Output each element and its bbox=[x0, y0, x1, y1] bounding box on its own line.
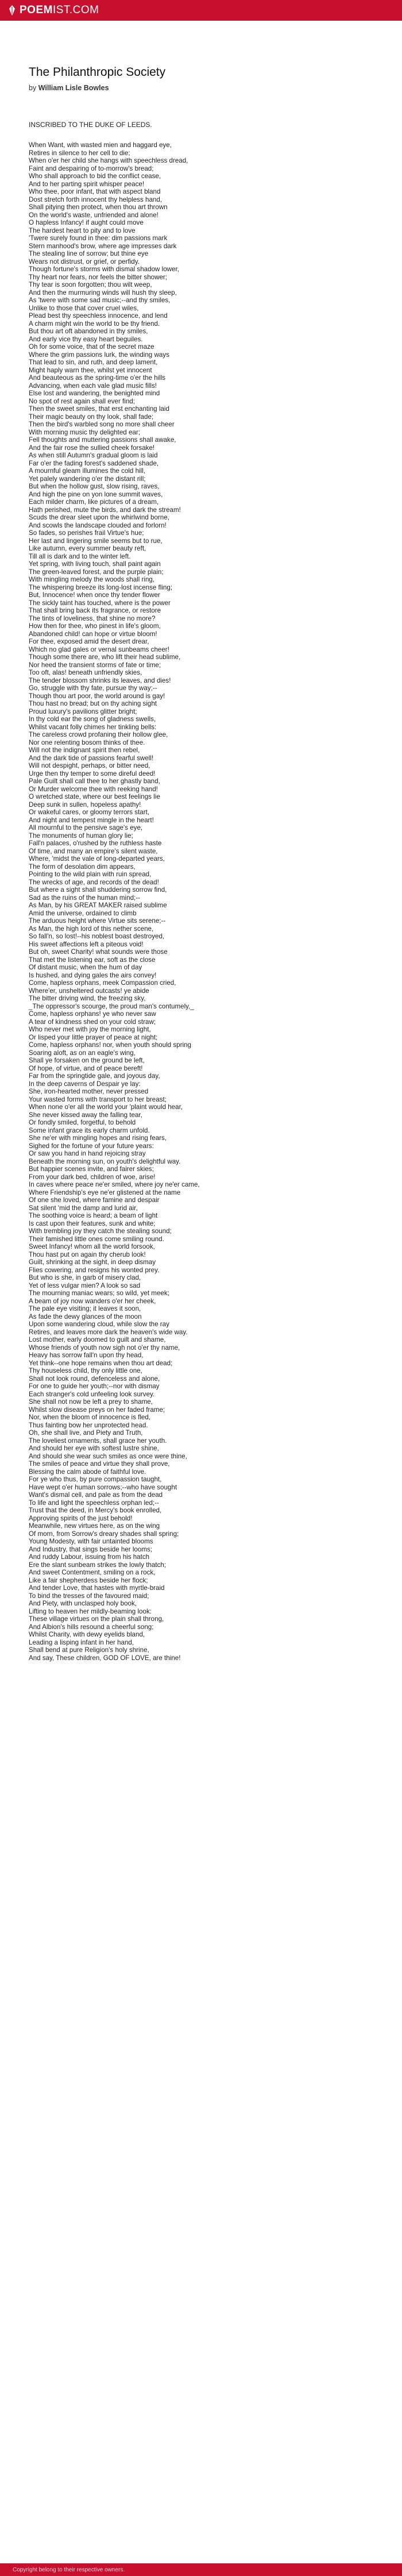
poem-line: Far o'er the fading forest's saddened shade, bbox=[29, 459, 159, 467]
poem-line: On the world's waste, unfriended and alone! bbox=[29, 211, 159, 219]
poem-line: She ne'er with mingling hopes and rising fears, bbox=[29, 1134, 167, 1142]
poem-line: Come, hapless orphans! nor, when youth should spring bbox=[29, 1041, 191, 1049]
poem-line: Thy heart nor fears, nor feels the bitter shower; bbox=[29, 273, 168, 281]
poem-line: Sighed for the fortune of your future years: bbox=[29, 1142, 154, 1150]
poem-line: But, Innocence! when once thy tender flower bbox=[29, 591, 160, 599]
byline bbox=[29, 84, 379, 92]
poem-line: And to her parting spirit whisper peace! bbox=[29, 180, 145, 188]
poem-line: The tender blossom shrinks its leaves, and dies! bbox=[29, 676, 171, 684]
poem-line: Beneath the morning sun, on youth's delightful way. bbox=[29, 1157, 181, 1165]
poem-line: Each stranger's cold unfeeling look survey. bbox=[29, 1390, 155, 1398]
poem-line: Fall'n palaces, o'rushed by the ruthless haste bbox=[29, 840, 162, 847]
poem-line: His sweet affections left a piteous void! bbox=[29, 940, 144, 948]
poem-line: Proud luxury's pavilions glitter bright; bbox=[29, 707, 137, 715]
poem-line: When none o'er all the world your 'plaint would hear, bbox=[29, 1103, 183, 1111]
poem-line: The sickly taint has touched, where is the power bbox=[29, 599, 171, 607]
poem-line: Though some there are, who lift their head sublime, bbox=[29, 653, 181, 661]
poem-line: And Piety, with unclasped holy book, bbox=[29, 1600, 137, 1607]
poem-line: The wrecks of age, and records of the dead! bbox=[29, 878, 159, 886]
poem-line: Nor, when the bloom of innocence is fled, bbox=[29, 1414, 151, 1421]
poem-line: Shall not look round, defenceless and alone, bbox=[29, 1374, 160, 1383]
poem-line: Heavy has sorrow fall'n upon thy head, bbox=[29, 1351, 144, 1359]
poem-line: Then the sweet smiles, that erst enchanting laid bbox=[29, 405, 169, 413]
poem-line: Their magic beauty on thy look, shall fade; bbox=[29, 413, 154, 421]
poem-line: Which no glad gales or vernal sunbeams cheer! bbox=[29, 645, 169, 653]
poem-line: Or saw you hand in hand rejoicing stray bbox=[29, 1150, 146, 1157]
poem-line: Who never met with joy the morning light, bbox=[29, 1026, 151, 1033]
poem-line: Guilt, shrinking at the sight, in deep dismay bbox=[29, 1258, 156, 1266]
logo-bold: POEM bbox=[20, 4, 53, 16]
poem-line: Who shall approach to bid the conflict cease, bbox=[29, 172, 161, 180]
poem-line: In thy cold ear the song of gladness swells, bbox=[29, 715, 156, 723]
poem-line: Whilst vacant folly chimes her tinkling bells: bbox=[29, 723, 157, 731]
poem-line: Will not despight, perhaps, or bitter need, bbox=[29, 762, 150, 769]
poem-line: Will not the indignant spirit then rebel, bbox=[29, 746, 140, 754]
poem-line: The hardest heart to pity and to love bbox=[29, 226, 136, 234]
poem-line: When Want, with wasted mien and haggard eye, bbox=[29, 141, 172, 149]
poem-line: That met the listening ear, soft as the close bbox=[29, 956, 156, 964]
poem-line: Trust that the deed, in Mercy's book enrolled, bbox=[29, 1507, 162, 1514]
poem-line: Whilst Charity, with dewy eyelids bland, bbox=[29, 1631, 145, 1638]
poem-line: A tear of kindness shed on your cold straw; bbox=[29, 1018, 156, 1026]
poem-line: And scowls the landscape clouded and forlorn! bbox=[29, 521, 167, 529]
poem-line: And should her eye with softest lustre shine, bbox=[29, 1445, 159, 1452]
poem-line: Go, struggle with thy fate, pursue thy way;-- bbox=[29, 684, 157, 692]
poem-line: For thee, exposed amid the desert drear, bbox=[29, 638, 149, 645]
poem-line: Thy tear is soon forgotten; thou wilt weep, bbox=[29, 281, 152, 288]
poem-line: Approving spirits of the just behold! bbox=[29, 1514, 133, 1522]
poem-line: As Man, by his GREAT MAKER raised sublime bbox=[29, 902, 167, 909]
copyright-text: Copyright belong to their respective owners. bbox=[13, 2566, 125, 2573]
logo-wordmark bbox=[20, 4, 99, 17]
poem-line: Of one she loved, where famine and despair bbox=[29, 1196, 160, 1204]
poem-line: The monuments of human glory lie; bbox=[29, 831, 133, 840]
poem-line: Lost mother, early doomed to guilt and shame, bbox=[29, 1336, 166, 1343]
poem-line: _The oppressor's scourge, the proud man's contumely,_ bbox=[29, 1002, 194, 1010]
poem-line: Each milder charm, like pictures of a dream, bbox=[29, 498, 159, 506]
poem-line: The careless crowd profaning their hollow glee, bbox=[29, 731, 168, 738]
poem-line: Pale Guilt shall call thee to her ghastly band, bbox=[29, 777, 160, 785]
poem-line: A mournful gleam illumines the cold hill, bbox=[29, 467, 145, 475]
poem-line: Come, hapless orphans, meek Compassion cried, bbox=[29, 979, 176, 987]
poem-line: Dost stretch forth innocent thy helpless hand, bbox=[29, 195, 163, 203]
poem-line: The green-leaved forest, and the purple plain; bbox=[29, 568, 164, 576]
poem-line: No spot of rest again shall ever find; bbox=[29, 397, 135, 405]
poem-line: She never kissed away the falling tear, bbox=[29, 1111, 142, 1119]
poem-line: The smiles of peace and virtue they shall prove, bbox=[29, 1460, 170, 1468]
poem-line: Come, hapless orphans! ye who never saw bbox=[29, 1010, 156, 1018]
poem-line: Where'er, unsheltered outcasts! ye abide bbox=[29, 987, 149, 995]
poem-line: Whose friends of youth now sigh not o'er thy name, bbox=[29, 1343, 180, 1351]
poem-line: And high the pine on yon lone summit waves, bbox=[29, 490, 163, 498]
poem-line: Is hushed, and dying gales the airs convey! bbox=[29, 971, 157, 979]
poem-line: But where a sight shall shuddering sorrow find, bbox=[29, 886, 167, 894]
poem-line: All mournful to the pensive sage's eye, bbox=[29, 824, 143, 831]
poem-line: Ere the slant sunbeam strikes the lowly thatch; bbox=[29, 1561, 167, 1569]
poem-line: Nor one relenting bosom thinks of thee. bbox=[29, 738, 145, 746]
poem-line: Yet think--one hope remains when thou art dead; bbox=[29, 1359, 173, 1367]
poem-line: Thou hast no bread; but on thy aching sight bbox=[29, 700, 157, 707]
poem-line: The pale eye visiting; it leaves it soon, bbox=[29, 1305, 141, 1312]
poem-line: Unlike to those that cover cruel wiles, bbox=[29, 304, 139, 312]
poem-line: As when still Autumn's gradual gloom is laid bbox=[29, 452, 158, 459]
poem-line: And say, These children, GOD OF LOVE, are thine! bbox=[29, 1654, 181, 1662]
poem-line: Their famished little ones come smiling round. bbox=[29, 1235, 164, 1243]
poem-line: Sad as the ruins of the human mind;-- bbox=[29, 894, 140, 902]
poem-line: Or lisped your little prayer of peace at night; bbox=[29, 1033, 158, 1041]
poem-line: Like a fair shepherdess beside her flock; bbox=[29, 1576, 148, 1584]
poem-line: Or wakeful cares, or gloomy terrors start, bbox=[29, 808, 150, 816]
quill-icon bbox=[8, 5, 16, 16]
poem-line: So fall'n, so lost!--his noblest boast destroyed, bbox=[29, 933, 165, 940]
poem-line: Leading a lisping infant in her hand, bbox=[29, 1638, 134, 1646]
poem-content bbox=[0, 21, 402, 1662]
poem-line: Plead best thy speechless innocence, and lend bbox=[29, 312, 168, 319]
poem-line: Stern manhood's brow, where age impresses dark bbox=[29, 242, 177, 250]
site-logo[interactable] bbox=[8, 4, 99, 17]
poem-line: Of morn, from Sorrow's dreary shades shall spring; bbox=[29, 1530, 179, 1538]
poem-line: With trembling joy they catch the stealing sound; bbox=[29, 1227, 172, 1235]
poem-line: Wears not distrust, or grief, or perfidy. bbox=[29, 257, 140, 265]
poem-line: Have wept o'er human sorrows;--who have sought bbox=[29, 1483, 177, 1491]
poem-line: Urge then thy temper to some direful deed! bbox=[29, 769, 156, 777]
poem-line: Meanwhile, new virtues here, as on the wing bbox=[29, 1522, 160, 1530]
poem-line: But oh, sweet Charity! what sounds were those bbox=[29, 948, 168, 956]
poem-line: The whispering breeze its long-lost incense fling; bbox=[29, 583, 173, 591]
poem-line: Shall bend at pure Religion's holy shrine, bbox=[29, 1646, 149, 1654]
poem-line: Of distant music, when the hum of day bbox=[29, 964, 142, 971]
poem-line: And night and tempest mingle in the heart! bbox=[29, 816, 154, 824]
poem-line: And early vice thy easy heart beguiles. bbox=[29, 335, 143, 343]
poem-line: Who thee, poor infant, that with aspect bland bbox=[29, 188, 161, 195]
poem-line: Retires in silence to her cell to die; bbox=[29, 149, 130, 157]
poem-line: Upon some wandering cloud, while slow the ray bbox=[29, 1320, 169, 1328]
poem-line: Retires, and leaves more dark the heaven's wide way. bbox=[29, 1328, 188, 1336]
poem-line: To bind the tresses of the favoured maid; bbox=[29, 1592, 149, 1600]
poem-line: Oh for some voice, that of the secret maze bbox=[29, 343, 154, 351]
poem-line: Some infant grace its early charm unfold. bbox=[29, 1126, 150, 1134]
poem-line: Or Murder welcome thee with reeking hand! bbox=[29, 785, 158, 793]
poem-line: For ye who thus, by pure compassion taught, bbox=[29, 1476, 162, 1483]
poem-line: With mingling melody the woods shall ring, bbox=[29, 576, 155, 583]
poem-line: For one to guide her youth;--nor with dismay bbox=[29, 1383, 160, 1390]
poem-line: Where the grim passions lurk, the winding ways bbox=[29, 351, 169, 359]
poem-line: Soaring aloft, as on an eagle's wing, bbox=[29, 1049, 136, 1057]
poem-line: Amid the universe, ordained to climb bbox=[29, 909, 137, 917]
poem-line: Though fortune's storms with dismal shadow lower, bbox=[29, 265, 179, 273]
poem-line: With morning music thy delighted ear; bbox=[29, 428, 140, 436]
poem-line: But when the hollow gust, slow rising, raves, bbox=[29, 483, 160, 490]
poem-line: As 'twere with some sad music;--and thy smiles, bbox=[29, 297, 171, 304]
poem-line: O wretched state, where our best feelings lie bbox=[29, 793, 160, 800]
poem-line: Flies cowering, and resigns his wonted prey. bbox=[29, 1266, 160, 1274]
poem-line: These village virtues on the plain shall throng, bbox=[29, 1615, 164, 1623]
poem-line: Thy houseless child, thy only little one, bbox=[29, 1367, 142, 1374]
logo-thin: IST.COM bbox=[52, 4, 99, 16]
poem-line: But happier scenes invite, and fairer skies; bbox=[29, 1165, 154, 1173]
poem-line: And ruddy Labour, issuing from his hatch bbox=[29, 1553, 150, 1561]
poem-line: When o'er her child she hangs with speechless dread, bbox=[29, 157, 188, 164]
poem-line: Though thou art poor, the world around is gay! bbox=[29, 692, 165, 700]
poem-line: Where, 'midst the vale of long-departed years, bbox=[29, 855, 165, 862]
poem-line: She shall not now be left a prey to shame, bbox=[29, 1398, 153, 1406]
poem-line: Then the bird's warbled song no more shall cheer bbox=[29, 421, 175, 428]
poem-line: Her last and lingering smile seems but to rue, bbox=[29, 537, 163, 545]
poem-line: The soothing voice is heard; a beam of light bbox=[29, 1212, 158, 1219]
poem-line: A beam of joy now wanders o'er her cheek, bbox=[29, 1297, 156, 1305]
poem-line: Lifting to heaven her mildly-beaming look: bbox=[29, 1607, 152, 1615]
poem-line: Shall ye forsaken on the ground be left, bbox=[29, 1057, 145, 1064]
poem-line: Thou hast put on again thy cherub look! bbox=[29, 1250, 146, 1258]
poem-line: Advancing, when each vale glad music fills! bbox=[29, 382, 157, 390]
poem-line: That lead to sin, and ruth, and deep lament, bbox=[29, 359, 158, 366]
poem-line: The bitter driving wind, the freezing sky, bbox=[29, 995, 146, 1002]
poem-line: Shall pitying then protect, when thou art thrown bbox=[29, 203, 168, 211]
poem-line: Sweet Infancy! whom all the world forsook, bbox=[29, 1243, 155, 1250]
poem-line: Your wasted forms with transport to her breast; bbox=[29, 1095, 167, 1103]
poem-line: Oh, she shall live, and Piety and Truth, bbox=[29, 1429, 143, 1437]
site-header bbox=[0, 0, 402, 21]
poem-line: Far from the springtide gale, and joyous day, bbox=[29, 1072, 160, 1080]
poem-line: And then the murmuring winds will hush thy sleep, bbox=[29, 288, 177, 297]
poem-line: And should she wear such smiles as once were thine, bbox=[29, 1452, 187, 1460]
poem-line: Fell thoughts and muttering passions shall awake, bbox=[29, 436, 176, 444]
poem-line: And Albion's hills resound a cheerful song; bbox=[29, 1623, 154, 1631]
poem-line: Nor heed the transient storms of fate or time; bbox=[29, 661, 161, 669]
poem-line: Yet palely wandering o'er the distant rill; bbox=[29, 475, 146, 483]
site-footer bbox=[0, 2563, 402, 2576]
poem-line: But who is she, in garb of misery clad, bbox=[29, 1274, 141, 1281]
poem-line: Too oft, alas! beneath unfriendly skies, bbox=[29, 669, 142, 676]
poem-line: Want's dismal cell, and pale as from the dead bbox=[29, 1491, 163, 1499]
poem-line: Pointing to the wild plain with ruin spread, bbox=[29, 871, 152, 878]
poem-line: The arduous height where Virtue sits serene;-- bbox=[29, 917, 166, 925]
poem-line: Sat silent 'mid the damp and lurid air, bbox=[29, 1204, 138, 1212]
poem-line: And sweet Contentment, smiling on a rock, bbox=[29, 1569, 156, 1576]
poem-line: Abandoned child! can hope or virtue bloom! bbox=[29, 630, 157, 638]
author-link[interactable]: William Lisle Bowles bbox=[38, 84, 109, 92]
poem-line: Blessing the calm abode of faithful love. bbox=[29, 1468, 146, 1476]
poem-line: Of hope, of virtue, and of peace bereft! bbox=[29, 1064, 143, 1072]
poem-title: The Philanthropic Society bbox=[29, 66, 166, 79]
poem-line: A charm might win the world to be thy friend. bbox=[29, 319, 160, 328]
poem-line: But thou art oft abandoned in thy smiles, bbox=[29, 328, 148, 335]
poem-line: And beauteous as the spring-time o'er the hills bbox=[29, 374, 166, 382]
poem-line: Of time, and many an empire's silent waste, bbox=[29, 847, 158, 855]
poem-line: As Man, the high lord of this nether scene, bbox=[29, 925, 154, 933]
poem-line: The form of desolation dim appears, bbox=[29, 862, 136, 871]
poem-line: Young Modesty, with fair untainted blooms bbox=[29, 1538, 153, 1545]
poem-line: As fade the dewy glances of the moon bbox=[29, 1312, 142, 1320]
poem-line: Else lost and wandering, the benighted mind bbox=[29, 390, 160, 397]
poem-line: From your dark bed, children of woe, arise! bbox=[29, 1173, 156, 1181]
poem-line: Yet of less vulgar mien? A look so sad bbox=[29, 1281, 141, 1289]
poem-line: O hapless Infancy! if aught could move bbox=[29, 219, 144, 226]
poem-line: 'Twere surely found in thee: dim passions mark bbox=[29, 234, 168, 242]
poem-line: How then for thee, who pinest in life's gloom, bbox=[29, 622, 161, 630]
byline-prefix: by bbox=[29, 84, 37, 92]
poem-line: She, iron-hearted mother, never pressed bbox=[29, 1088, 149, 1095]
poem-line: Where Friendship's eye ne'er glistened at the name bbox=[29, 1188, 181, 1196]
poem-line: Hath perished, mute the birds, and dark the stream! bbox=[29, 506, 181, 514]
poem-line: And tender Love, that hastes with myrtle-braid bbox=[29, 1584, 165, 1592]
poem-line: The stealing line of sorrow; but thine eye bbox=[29, 250, 149, 257]
poem-line: That shall bring back its fragrance, or restore bbox=[29, 607, 161, 614]
poem-line: Thus fainting bow her unprotected head. bbox=[29, 1421, 148, 1429]
poem-line: Faint and despairing of to-morrow's bread; bbox=[29, 164, 154, 172]
poem-line: The mourning maniac wears; so wild, yet meek; bbox=[29, 1289, 169, 1297]
poem-line: Yet spring, with living touch, shall paint again bbox=[29, 560, 161, 568]
poem-line: In the deep caverns of Despair ye lay: bbox=[29, 1080, 141, 1088]
dedication: INSCRIBED TO THE DUKE OF LEEDS. bbox=[29, 121, 152, 129]
poem-line: To life and light the speechless orphan led;-- bbox=[29, 1499, 159, 1507]
poem-line: Might haply warn thee, whilst yet innocent bbox=[29, 366, 152, 374]
poem-line: The loveliest ornaments, shall grace her youth. bbox=[29, 1437, 167, 1445]
poem-line: The tints of loveliness, that shine no more? bbox=[29, 614, 156, 622]
poem-line: Scuds the drear sleet upon the whirlwind borne, bbox=[29, 514, 169, 521]
poem-line: And Industry, that sings beside her looms; bbox=[29, 1545, 153, 1553]
poem-body bbox=[29, 141, 379, 1662]
poem-line: Whilst slow disease preys on her faded frame; bbox=[29, 1406, 165, 1414]
poem-line: Till all is dark and to the winter left. bbox=[29, 552, 131, 560]
poem-line: Or fondly smiled, forgetful, to behold bbox=[29, 1119, 136, 1126]
poem-line: So fades, so perishes frail Virtue's hue; bbox=[29, 529, 144, 537]
poem-line: In caves where peace ne'er smiled, where joy ne'er came, bbox=[29, 1181, 200, 1188]
poem-line: And the dark tide of passions fearful swell! bbox=[29, 754, 154, 762]
poem-line: Is cast upon their features, sunk and white; bbox=[29, 1219, 156, 1227]
poem-line: Deep sunk in sullen, hopeless apathy! bbox=[29, 800, 141, 808]
poem-line: And the fair rose the sullied cheek forsake! bbox=[29, 444, 155, 452]
poem-line: Like autumn, every summer beauty reft, bbox=[29, 545, 146, 552]
